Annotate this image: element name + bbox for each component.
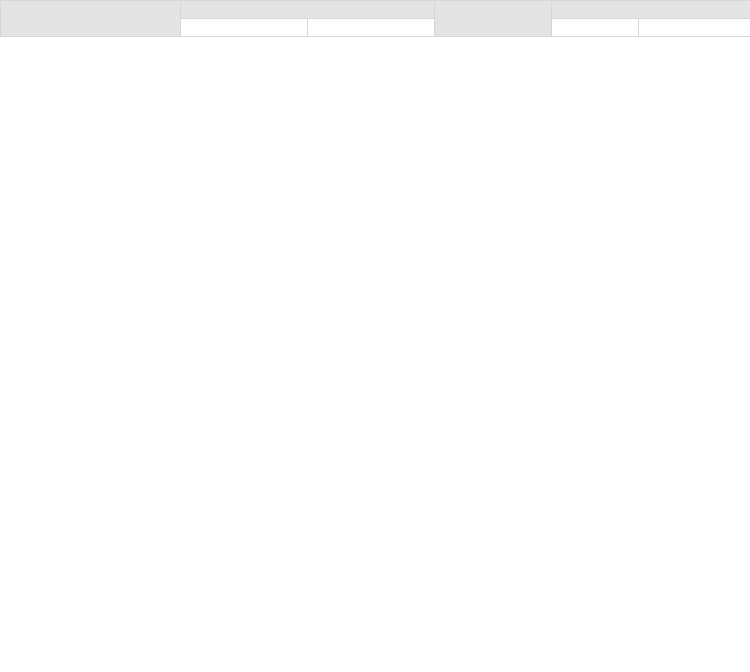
results-table <box>0 0 750 37</box>
header-sp <box>552 19 639 37</box>
header-pvalue-group <box>552 1 750 19</box>
header-row-1 <box>1 1 750 19</box>
header-high-starch <box>181 19 308 37</box>
header-high-protein <box>308 19 435 37</box>
header-mean <box>435 1 552 37</box>
header-item <box>1 1 181 37</box>
header-ratio-group <box>181 1 435 19</box>
header-moisture <box>639 19 750 37</box>
